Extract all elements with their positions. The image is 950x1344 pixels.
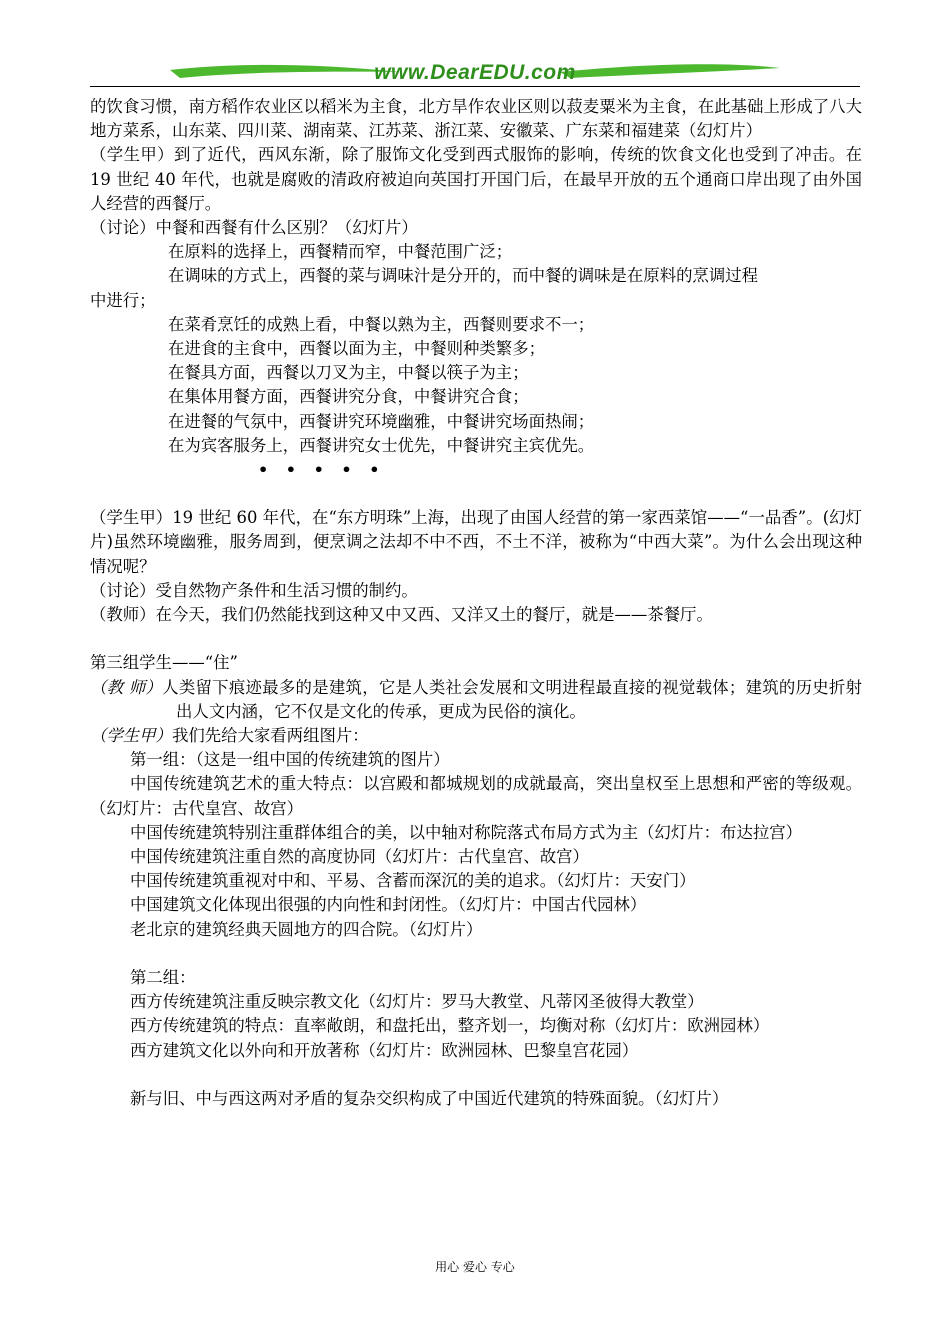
chinese-architecture-point: 中国传统建筑重视对中和、平易、含蓄而深沉的美的追求。（幻灯片：天安门） — [130, 871, 696, 891]
western-architecture-point: 西方建筑文化以外向和开放著称（幻灯片：欧洲园林、巴黎皇宫花园） — [130, 1040, 639, 1060]
speaker-label: （教 师） — [90, 677, 163, 697]
document-body — [90, 95, 862, 1111]
ellipsis-dots: • • • • • — [258, 460, 386, 480]
page-footer: 用心 爱心 专心 — [435, 1260, 515, 1274]
difference-item: 在菜肴烹饪的成熟上看，中餐以熟为主，西餐则要求不一； — [168, 314, 595, 334]
paragraph-conclusion: 新与旧、中与西这两对矛盾的复杂交织构成了中国近代建筑的特殊面貌。（幻灯片） — [130, 1089, 729, 1109]
paragraph-text: 我们先给大家看两组图片： — [171, 726, 369, 746]
paragraph-text: 人类留下痕迹最多的是建筑，它是人类社会发展和文明进程最直接的视觉载体；建筑的历史折射出人文内涵，它不仅是文化的传承，更成为民俗的演化。 — [162, 677, 862, 721]
paragraph-discussion-answer: （讨论）受自然物产条件和生活习惯的制约。 — [90, 580, 418, 600]
difference-item: 在调味的方式上，西餐的菜与调味汁是分开的，而中餐的调味是在原料的烹调过程 — [168, 266, 759, 286]
difference-item: 在原料的选择上，西餐精而窄，中餐范围广泛； — [168, 242, 513, 262]
header-rule — [90, 86, 860, 87]
speaker-label: （学生甲） — [90, 726, 172, 746]
paragraph-first-western-restaurant: （学生甲）19 世纪 60 年代，在“东方明珠”上海，出现了由国人经营的第一家西菜馆——“一品香”。(幻灯片)虽然环境幽雅，服务周到，便烹调之法却不中不西，不土不洋，被称为“中西大菜”。为什么会出现这种情况呢？ — [90, 508, 862, 576]
chinese-architecture-point: 中国建筑文化体现出很强的内向性和封闭性。（幻灯片：中国古代园林） — [130, 895, 647, 915]
difference-item-continued: 中进行； — [90, 290, 156, 310]
paragraph-cuisines: 的饮食习惯，南方稻作农业区以稻米为主食，北方旱作农业区则以菽麦粟米为主食，在此基础上形成了八大地方菜系，山东菜、四川菜、湖南菜、江苏菜、浙江菜、安徽菜、广东菜和福建菜（幻灯片） — [90, 97, 862, 141]
site-logo[interactable]: www.DearEDU.com — [374, 61, 576, 84]
paragraph-discussion-question: （讨论）中餐和西餐有什么区别？（幻灯片） — [90, 218, 418, 238]
spacer — [90, 482, 862, 506]
spacer — [90, 942, 862, 966]
difference-item: 在餐具方面，西餐以刀叉为主，中餐以筷子为主； — [168, 363, 529, 383]
paragraph-modern-era: （学生甲）到了近代，西风东渐，除了服饰文化受到西式服饰的影响，传统的饮食文化也受到了冲击。在 19 世纪 40 年代，也就是腐败的清政府被迫向英国打开国门后，在最早开放的五个通商口岸出现了由外国人经营的西餐厅。 — [90, 145, 862, 213]
difference-item: 在进食的主食中，西餐以面为主，中餐则种类繁多； — [168, 339, 545, 359]
paragraph-teacher-architecture — [90, 676, 862, 724]
paragraph-student-intro — [90, 724, 862, 748]
paragraph-teacher-tea-restaurant: （教师）在今天，我们仍然能找到这种又中又西、又洋又土的餐厅，就是——茶餐厅。 — [90, 605, 713, 625]
spacer — [90, 1063, 862, 1087]
difference-item: 在为宾客服务上，西餐讲究女士优先，中餐讲究主宾优先。 — [168, 435, 595, 455]
difference-item: 在集体用餐方面，西餐讲究分食，中餐讲究合食； — [168, 387, 529, 407]
western-architecture-point: 西方传统建筑的特点：直率敞朗，和盘托出，整齐划一，均衡对称（幻灯片：欧洲园林） — [130, 1016, 770, 1036]
page-header — [90, 58, 860, 92]
western-architecture-point: 西方传统建筑注重反映宗教文化（幻灯片：罗马大教堂、凡蒂冈圣彼得大教堂） — [130, 992, 704, 1012]
group2-heading: 第二组： — [130, 968, 196, 988]
spacer — [90, 627, 862, 651]
section-title-group3: 第三组学生——“住” — [90, 653, 238, 673]
chinese-architecture-point: 中国传统建筑艺术的重大特点：以宫殿和都城规划的成就最高，突出皇权至上思想和严密的等级观。（幻灯片：古代皇宫、故宫） — [90, 774, 862, 818]
difference-item: 在进餐的气氛中，西餐讲究环境幽雅，中餐讲究场面热闹； — [168, 411, 595, 431]
group1-heading: 第一组：（这是一组中国的传统建筑的图片） — [130, 750, 450, 770]
chinese-architecture-point: 中国传统建筑注重自然的高度协同（幻灯片：古代皇宫、故宫） — [130, 847, 589, 867]
chinese-architecture-point: 老北京的建筑经典天圆地方的四合院。（幻灯片） — [130, 919, 483, 939]
chinese-architecture-point: 中国传统建筑特别注重群体组合的美，以中轴对称院落式布局方式为主（幻灯片：布达拉宫） — [130, 822, 803, 842]
